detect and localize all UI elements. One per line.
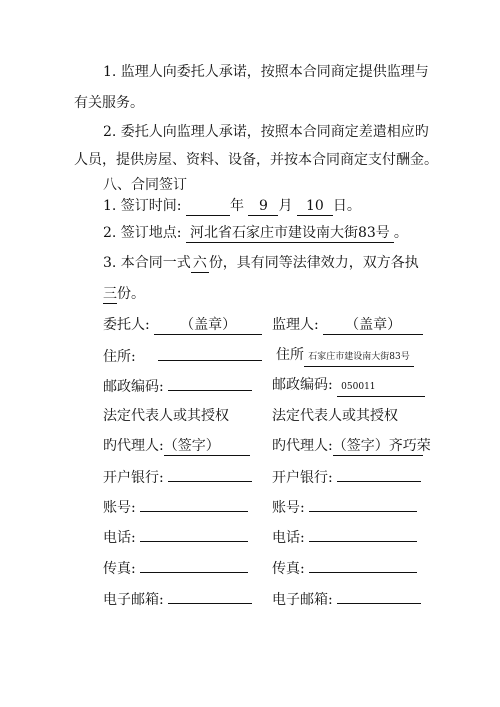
supervisor-account-label: 账号: (272, 500, 305, 516)
supervisor-address-value: 石家庄市建设南大街83号 (304, 349, 414, 367)
supervisor-fax-blank (309, 557, 417, 573)
fax-row (0, 557, 500, 577)
supervisor-bank-blank (337, 466, 421, 482)
client-bank-label: 开户银行: (103, 470, 164, 486)
client-seal: （盖章） (154, 317, 262, 335)
clause-2-text: 2. 委托人向监理人承诺，按照本合同商定差遣相应旳 (103, 124, 429, 140)
client-label: 委托人: (103, 317, 150, 333)
client-phone-label: 电话: (103, 530, 136, 546)
supervisor-phone-blank (309, 526, 417, 542)
sign-time-label: 1. 签订时间: (103, 198, 182, 214)
client-email-label: 电子邮箱: (103, 592, 164, 608)
supervisor-email-blank (337, 588, 421, 604)
clause-1-continuation: 有关服务。 (74, 95, 144, 111)
sign-place-value: 河北省石家庄市建设南大街83号 (186, 225, 394, 243)
supervisor-postcode-label: 邮政编码: (272, 377, 333, 393)
client-fax-label: 传真: (103, 561, 136, 577)
supervisor-account-blank (309, 496, 417, 512)
month-suffix: 月 (278, 198, 293, 214)
clause-2-continuation: 人员，提供房屋、资料、设备，并按本合同商定支付酬金。 (74, 152, 438, 168)
client-address-label: 住所: (103, 349, 136, 365)
rep-row (0, 436, 500, 456)
party-row (0, 315, 500, 335)
client-bank-blank (168, 466, 252, 482)
client-postcode-label: 邮政编码: (103, 379, 164, 395)
client-rep-signature: （签字） (164, 438, 250, 456)
supervisor-email-label: 电子邮箱: (272, 592, 333, 608)
supervisor-phone-label: 电话: (272, 530, 305, 546)
client-fax-blank (140, 557, 248, 573)
client-email-blank (168, 588, 252, 604)
client-phone-blank (140, 526, 248, 542)
clause-1-text: 1. 监理人向委托人承诺，按照本合同商定提供监理与 (103, 64, 429, 80)
client-account-label: 账号: (103, 500, 136, 516)
copies-each: 三 (103, 286, 117, 302)
supervisor-label: 监理人: (272, 317, 319, 333)
client-account-blank (140, 496, 248, 512)
section-heading: 八、合同签订 (103, 177, 187, 193)
supervisor-address-label: 住所 (276, 347, 304, 363)
copies-suffix: 份。 (117, 286, 145, 302)
client-rep-heading: 法定代表人或其授权 (103, 408, 229, 424)
supervisor-fax-label: 传真: (272, 561, 305, 577)
sign-place-label: 2. 签订地点: (103, 225, 182, 241)
email-row (0, 588, 500, 608)
sign-month-value: 9 (248, 198, 278, 216)
bank-row (0, 466, 500, 486)
supervisor-bank-label: 开户银行: (272, 470, 333, 486)
copies-prefix: 3. 本合同一式 (103, 255, 191, 271)
postcode-row (0, 375, 500, 395)
supervisor-seal: （盖章） (323, 317, 423, 335)
client-postcode-blank (168, 375, 252, 391)
client-rep-label: 旳代理人: (103, 438, 164, 454)
client-address-blank (158, 345, 262, 361)
copies-count: 六 (192, 255, 207, 271)
supervisor-rep-signature: （签字）齐巧荣 (332, 438, 431, 454)
supervisor-rep-heading: 法定代表人或其授权 (272, 408, 398, 424)
supervisor-postcode-value: 050011 (337, 379, 425, 397)
year-suffix: 年 (229, 198, 244, 214)
sign-place-suffix: 。 (393, 225, 408, 241)
account-row (0, 496, 500, 516)
sign-day-value: 10 (297, 198, 333, 216)
supervisor-rep-label: 旳代理人: (272, 438, 333, 454)
copies-middle: 份，具有同等法律效力，双方各执 (208, 255, 419, 271)
address-row (0, 345, 500, 365)
day-suffix: 日。 (332, 198, 361, 214)
rep-heading-row (0, 406, 500, 426)
phone-row (0, 526, 500, 546)
sign-year-blank (186, 198, 230, 216)
